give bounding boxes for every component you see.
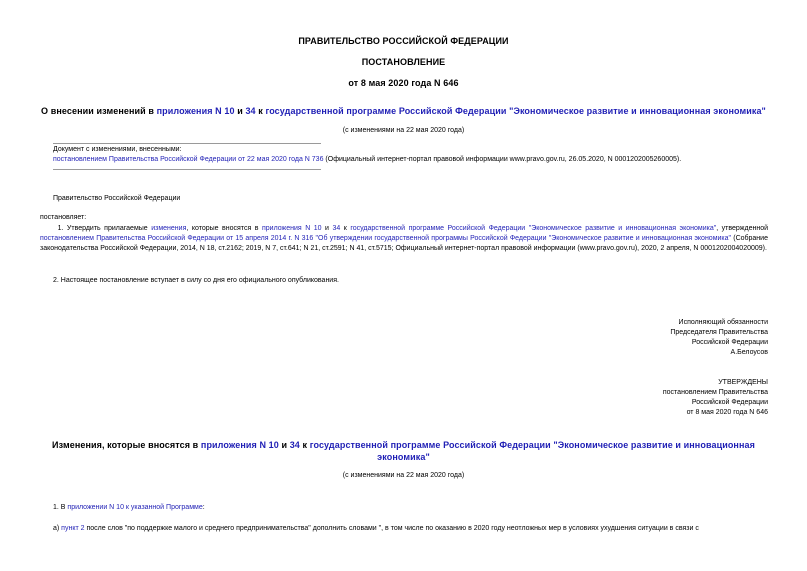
issuing-body: Правительство Российской Федерации <box>53 195 181 202</box>
item-a <box>53 524 769 534</box>
changes-title-line-2 <box>0 451 807 463</box>
approval-line: Российской Федерации <box>691 399 768 406</box>
title-link-annex-34[interactable]: 34 <box>245 106 256 116</box>
title-text: к <box>255 106 266 116</box>
changes-link-program[interactable]: государственной программе Российской Федерации "Экономическое развитие и инновационная <box>309 440 755 450</box>
item-1-text: 1. В <box>53 504 68 511</box>
signatory-name: А.Белоусов <box>730 349 768 356</box>
p1-link-program[interactable]: государственной программе Российской Федерации "Экономическое развитие и инновационная экономика" <box>350 225 717 232</box>
changes-link-program-cont[interactable]: экономика" <box>377 452 430 462</box>
amendment-source-text: (Официальный интернет-портал правовой информации www.pravo.gov.ru, 26.05.2020, N 0001202005260005). <box>323 156 682 163</box>
changes-title-text: к <box>299 440 310 450</box>
approval-line: от 8 мая 2020 года N 646 <box>686 409 768 416</box>
decrees-word: постановляет: <box>40 214 87 221</box>
divider-bottom <box>53 169 321 170</box>
paragraph-2: 2. Настоящее постановление вступает в силу со дня его официального опубликования. <box>53 277 339 284</box>
p1-text: , утвержденной <box>716 225 769 232</box>
p1-text: (Собрание законодательства Российской Федерации, 2014, N 18, ст.2162; 2019, N 7, ст.641; N 21, ст.2591; N 41, ст.5715; Официальный интернет-портал правовой информации (www.pravo.gov.ru), 2020, 2 апреля, N 0001202004020009). <box>40 235 768 252</box>
p1-text: , которые вносятся в <box>186 225 262 232</box>
item-a-link[interactable]: пункт 2 <box>61 525 85 532</box>
item-1-link[interactable]: приложении N 10 к указанной Программе <box>67 504 203 511</box>
amendment-source <box>53 155 773 165</box>
signature-line: Председателя Правительства <box>670 329 768 336</box>
p1-link-changes[interactable]: изменения <box>151 225 187 232</box>
changes-title-line-1 <box>0 439 807 451</box>
amendment-note: (с изменениями на 22 мая 2020 года) <box>342 127 465 134</box>
changes-link-annex-34[interactable]: 34 <box>289 440 300 450</box>
government-name: ПРАВИТЕЛЬСТВО РОССИЙСКОЙ ФЕДЕРАЦИИ <box>298 36 509 46</box>
amendment-link[interactable]: постановлением Правительства Российской Федерации от 22 мая 2020 года N 736 <box>53 156 324 163</box>
approval-line: постановлением Правительства <box>662 389 768 396</box>
p1-text: 1. Утвердить прилагаемые <box>57 225 152 232</box>
amendment-note-2: (с изменениями на 22 мая 2020 года) <box>342 472 465 479</box>
divider-top <box>53 143 321 144</box>
title-link-program[interactable]: государственной программе Российской Федерации "Экономическое развитие и инновационная экономика" <box>265 106 766 116</box>
document-title <box>0 106 807 116</box>
signature-line: Российской Федерации <box>691 339 768 346</box>
changes-title-text: Изменения, которые вносятся в <box>52 440 201 450</box>
amendment-label: Документ с изменениями, внесенными: <box>53 146 182 153</box>
document-date-number: от 8 мая 2020 года N 646 <box>348 78 459 88</box>
title-text: и <box>234 106 246 116</box>
p1-link-annex-34[interactable]: 34 <box>332 225 341 232</box>
item-a-text: после слов "по поддержке малого и среднего предпринимательства" дополнить словами ", в том числе по оказанию в 2020 году неотложных мер в условиях ухудшения ситуации в связи с <box>84 525 699 532</box>
p1-text: и <box>321 225 333 232</box>
p1-link-decree-316[interactable]: постановлением Правительства Российской Федерации от 15 апреля 2014 г. N 316 "Об утверждении государственной программы Российской Федерации "Экономическое развитие и инновационная экономика" <box>40 235 732 242</box>
p1-link-annex-10[interactable]: приложения N 10 <box>261 225 322 232</box>
changes-link-annex-10[interactable]: приложения N 10 <box>200 440 279 450</box>
signature-line: Исполняющий обязанности <box>678 319 768 326</box>
approval-line: УТВЕРЖДЕНЫ <box>718 379 768 386</box>
approval-block <box>468 378 768 418</box>
p1-text: к <box>340 225 351 232</box>
changes-title-text: и <box>278 440 290 450</box>
changes-title <box>0 439 807 463</box>
item-a-text: а) <box>53 525 62 532</box>
signature-block <box>468 318 768 358</box>
item-1-text: : <box>202 504 205 511</box>
title-text: О внесении изменений в <box>41 106 157 116</box>
item-1 <box>53 503 205 513</box>
paragraph-1 <box>40 224 768 254</box>
document-type: ПОСТАНОВЛЕНИЕ <box>361 57 446 67</box>
title-link-annex-10[interactable]: приложения N 10 <box>156 106 235 116</box>
